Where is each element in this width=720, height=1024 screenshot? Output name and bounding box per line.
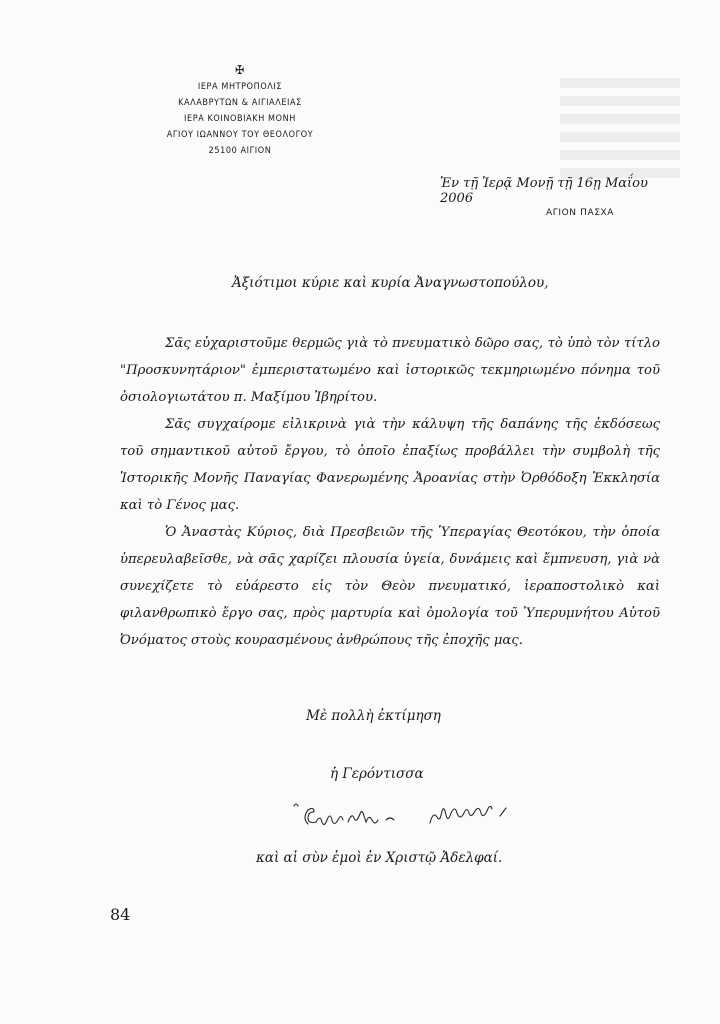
paragraph: Σᾶς συγχαίρομε εἰλικρινὰ γιὰ τὴν κάλυψη τῆς δαπάνης τῆς ἐκδόσεως τοῦ σημαντικοῦ αὐτοῦ ἔργου, τὸ ὁποῖο ἐπαξίως προβάλλει τὴν συμβολὴ τῆς Ἱστορικῆς Μονῆς Παναγίας Φανερωμένης Ἀροανίας στὴν Ὀρθόδοξη Ἐκκλησία καὶ τὸ Γένος μας. (120, 417, 660, 513)
date-block (440, 176, 680, 218)
letterhead-line: ΚΑΛΑΒΡΥΤΩΝ & ΑΙΓΙΑΛΕΙΑΣ (178, 98, 302, 108)
signature-scribble (290, 796, 530, 836)
paragraph: Ὁ Ἀναστὰς Κύριος, διὰ Πρεσβειῶν τῆς Ὑπεραγίας Θεοτόκου, τὴν ὁποία ὑπερευλαβεῖσθε, νὰ σᾶς χαρίζει πλουσία ὑγεία, δυνάμεις καὶ ἔμπνευση, γιὰ νὰ συνεχίζετε τὸ εὐάρεστο εἰς τὸν Θεὸν πνευματικό, ἱεραποστολικὸ καὶ φιλανθρωπικὸ ἔργο σας, πρὸς μαρτυρία καὶ ὁμολογία τοῦ Ὑπερυμνήτου Αὐτοῦ Ὀνόματος στοὺς κουρασμένους ἀνθρώπους τῆς ἐποχῆς μας. (120, 525, 660, 648)
cross-icon: ✠ (235, 63, 245, 77)
letterhead-line: ΙΕΡΑ ΚΟΙΝΟΒΙΑΚΗ ΜΟΝΗ (184, 114, 296, 124)
salutation: Ἀξιότιμοι κύριε καὶ κυρία Ἀναγνωστοπούλου, (232, 275, 549, 291)
letterhead-line: ΑΓΙΟΥ ΙΩΑΝΝΟΥ ΤΟΥ ΘΕΟΛΟΓΟΥ (166, 130, 314, 140)
closing-line: Μὲ πολλὴ ἐκτίμηση (306, 708, 441, 724)
sisters-line: καὶ αἱ σὺν ἐμοὶ ἐν Χριστῷ Ἀδελφαί. (256, 850, 503, 866)
paragraph: Σᾶς εὐχαριστοῦμε θερμῶς γιὰ τὸ πνευματικὸ δῶρο σας, τὸ ὑπὸ τὸν τίτλο "Προσκυνητάριον" ἐμπεριστατωμένο καὶ ἱστορικῶς τεκμηριωμένο πόνημα τοῦ ὁσιολογιωτάτου π. Μαξίμου Ἰβηρίτου. (120, 336, 660, 405)
page-number: 84 (110, 905, 131, 924)
letterhead-line: 25100 ΑΙΓΙΟΝ (208, 146, 272, 156)
letterhead-line: ΙΕΡΑ ΜΗΤΡΟΠΟΛΙΣ (197, 82, 283, 92)
feast-label: ΑΓΙΟΝ ΠΑΣΧΑ (545, 208, 615, 218)
signatory-title: ἡ Γερόντισσα (330, 766, 424, 782)
handwritten-signature (290, 796, 530, 836)
letter-body (120, 330, 660, 654)
date-line: Ἐν τῇ Ἱερᾷ Μονῇ τῇ 16ῃ Μαΐου 2006 (440, 176, 648, 206)
letterhead (130, 62, 350, 159)
